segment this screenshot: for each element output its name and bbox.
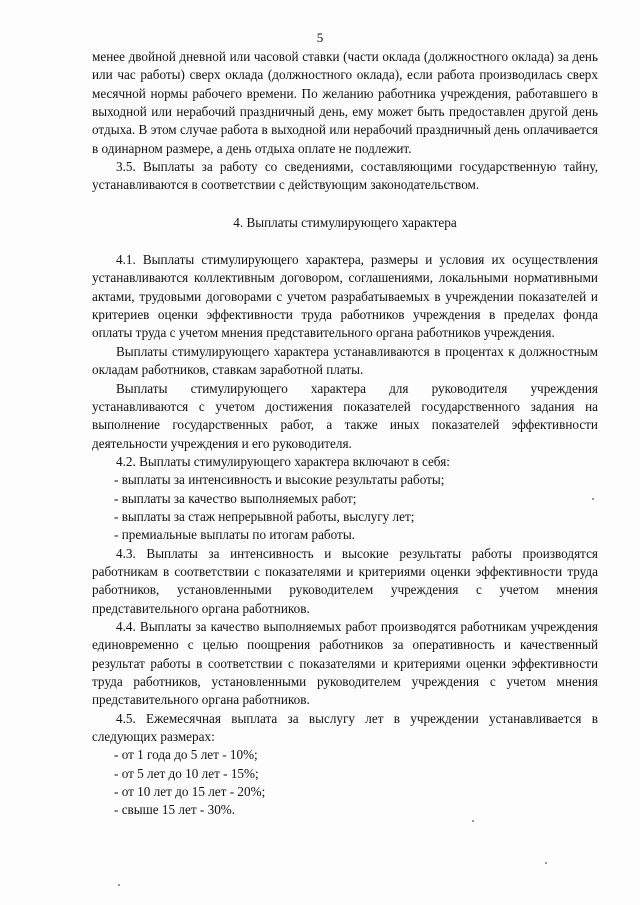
list-item-bonus: - премиальные выплаты по итогам работы. (114, 527, 355, 543)
scan-speck (472, 820, 474, 822)
scan-speck (592, 498, 594, 500)
list-item-quality: - выплаты за качество выполняемых работ; (114, 490, 357, 506)
paragraph-4-2: 4.2. Выплаты стимулирующего характера включают в себя: (116, 453, 450, 469)
scan-speck (118, 884, 120, 886)
section-heading-incentive-payments: 4. Выплаты стимулирующего характера (233, 214, 457, 230)
list-item-10-to-15-years: - от 10 лет до 15 лет - 20%; (114, 784, 266, 800)
paragraph-4-3: 4.3. Выплаты за интенсивность и высокие результаты работы производятся работникам в соответствии с показателями и критериями оценки эффективности труда работников, установленными руководителем учреждения с учетом мнения представительного органа работников. (92, 545, 598, 616)
list-item-seniority: - выплаты за стаж непрерывной работы, выслугу лет; (114, 508, 415, 524)
list-item-5-to-10-years: - от 5 лет до 10 лет - 15%; (114, 765, 259, 781)
list-item-over-15-years: - свыше 15 лет - 30%. (114, 802, 236, 818)
document-body (92, 48, 598, 820)
list-item-1-to-5-years: - от 1 года до 5 лет - 10%; (114, 747, 258, 763)
paragraph-4-1-percent: Выплаты стимулирующего характера устанавливаются в процентах к должностным окладам работников, ставкам заработной платы. (92, 343, 598, 378)
paragraph-4-5: 4.5. Ежемесячная выплата за выслугу лет в учреждении устанавливается в следующих размерах: (92, 710, 598, 745)
paragraph-4-1: 4.1. Выплаты стимулирующего характера, размеры и условия их осуществления устанавливаются коллективным договором, соглашениями, локальными нормативными актами, трудовыми договорами с учетом разрабатываемых в учреждении показателей и критериев оценки эффективности труда работников учреждения в пределах фонда оплаты труда с учетом мнения представительного органа работников учреждения. (92, 252, 598, 341)
paragraph-continuation-overtime: менее двойной дневной или часовой ставки (части оклада (должностного оклада) за день или час работы) сверх оклада (должностного оклада), если работа производилась сверх месячной нормы рабочего времени. По желанию работника учреждения, работавшего в выходной или нерабочий праздничный день, ему может быть предоставлен другой день отдыха. В этом случае работа в выходной или нерабочий праздничный день оплачивается в одинарном размере, а день отдыха оплате не подлежит. (92, 49, 598, 156)
scan-speck (545, 862, 547, 864)
list-item-intensity: - выплаты за интенсивность и высокие результаты работы; (114, 472, 445, 488)
page-number: 5 (316, 30, 324, 45)
paragraph-3-5-state-secret: 3.5. Выплаты за работу со сведениями, составляющими государственную тайну, устанавливаются в соответствии с действующим законодательством. (92, 159, 598, 193)
paragraph-4-4: 4.4. Выплаты за качество выполняемых работ производятся работникам учреждения единовременно с целью поощрения работников за оперативность и качественный результат работы в соответствии с показателями и критериями оценки эффективности труда работников, установленными руководителем учреждения с учетом мнения представительного органа работников. (92, 618, 598, 708)
paragraph-4-1-director: Выплаты стимулирующего характера для руководителя учреждения устанавливаются с учетом достижения показателей государственного задания на выполнение государственных работ, а также иных показателей эффективности деятельности учреждения и его руководителя. (92, 380, 598, 451)
